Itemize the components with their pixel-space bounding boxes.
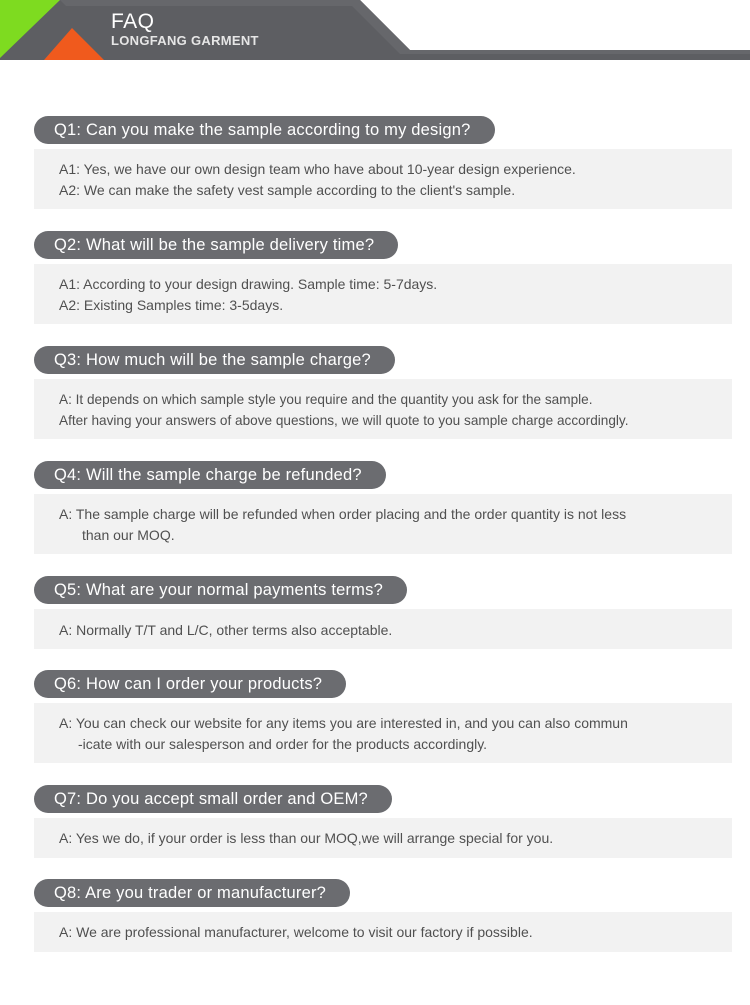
faq-question: Q4: Will the sample charge be refunded? <box>34 461 386 489</box>
faq-item-8 <box>34 879 750 973</box>
faq-question: Q3: How much will be the sample charge? <box>34 346 395 374</box>
answer-line: A: The sample charge will be refunded when order placing and the order quantity is not less <box>59 506 627 522</box>
answer-line: A2: Existing Samples time: 3-5days. <box>59 297 284 313</box>
faq-question: Q1: Can you make the sample according to my design? <box>34 116 495 144</box>
faq-answer <box>34 818 732 858</box>
faq-question: Q2: What will be the sample delivery time? <box>34 231 398 259</box>
answer-line: than our MOQ. <box>82 527 175 543</box>
faq-answer <box>34 912 732 952</box>
answer-line: A1: According to your design drawing. Sample time: 5-7days. <box>59 276 438 292</box>
answer-line: A: It depends on which sample style you require and the quantity you ask for the sample. <box>59 392 593 407</box>
faq-question: Q6: How can I order your products? <box>34 670 346 698</box>
faq-question: Q8: Are you trader or manufacturer? <box>34 879 350 907</box>
faq-list <box>0 116 750 973</box>
faq-item-6 <box>34 670 750 785</box>
faq-answer <box>34 494 732 554</box>
faq-answer <box>34 609 732 649</box>
faq-answer <box>34 379 732 439</box>
faq-item-1 <box>34 116 750 231</box>
faq-item-7 <box>34 785 750 879</box>
faq-item-2 <box>34 231 750 346</box>
answer-line: After having your answers of above questions, we will quote to you sample charge accordingly. <box>59 413 629 428</box>
faq-item-4 <box>34 461 750 576</box>
answer-line: A: Yes we do, if your order is less than our MOQ,we will arrange special for you. <box>59 830 554 846</box>
faq-item-3 <box>34 346 750 461</box>
faq-answer <box>34 703 732 763</box>
answer-line: A: Normally T/T and L/C, other terms also acceptable. <box>59 622 393 638</box>
answer-line: A1: Yes, we have our own design team who have about 10-year design experience. <box>59 161 576 177</box>
faq-item-5 <box>34 576 750 670</box>
faq-answer <box>34 149 732 209</box>
company-name: LONGFANG GARMENT <box>111 33 259 48</box>
faq-question: Q7: Do you accept small order and OEM? <box>34 785 392 813</box>
page-title: FAQ <box>111 10 155 33</box>
faq-answer <box>34 264 732 324</box>
faq-question: Q5: What are your normal payments terms? <box>34 576 407 604</box>
answer-line: A2: We can make the safety vest sample according to the client's sample. <box>59 182 516 198</box>
answer-line: -icate with our salesperson and order for the products accordingly. <box>78 736 488 752</box>
answer-line: A: We are professional manufacturer, welcome to visit our factory if possible. <box>59 924 533 940</box>
answer-line: A: You can check our website for any items you are interested in, and you can also commun <box>59 715 628 731</box>
header-banner <box>0 0 750 60</box>
